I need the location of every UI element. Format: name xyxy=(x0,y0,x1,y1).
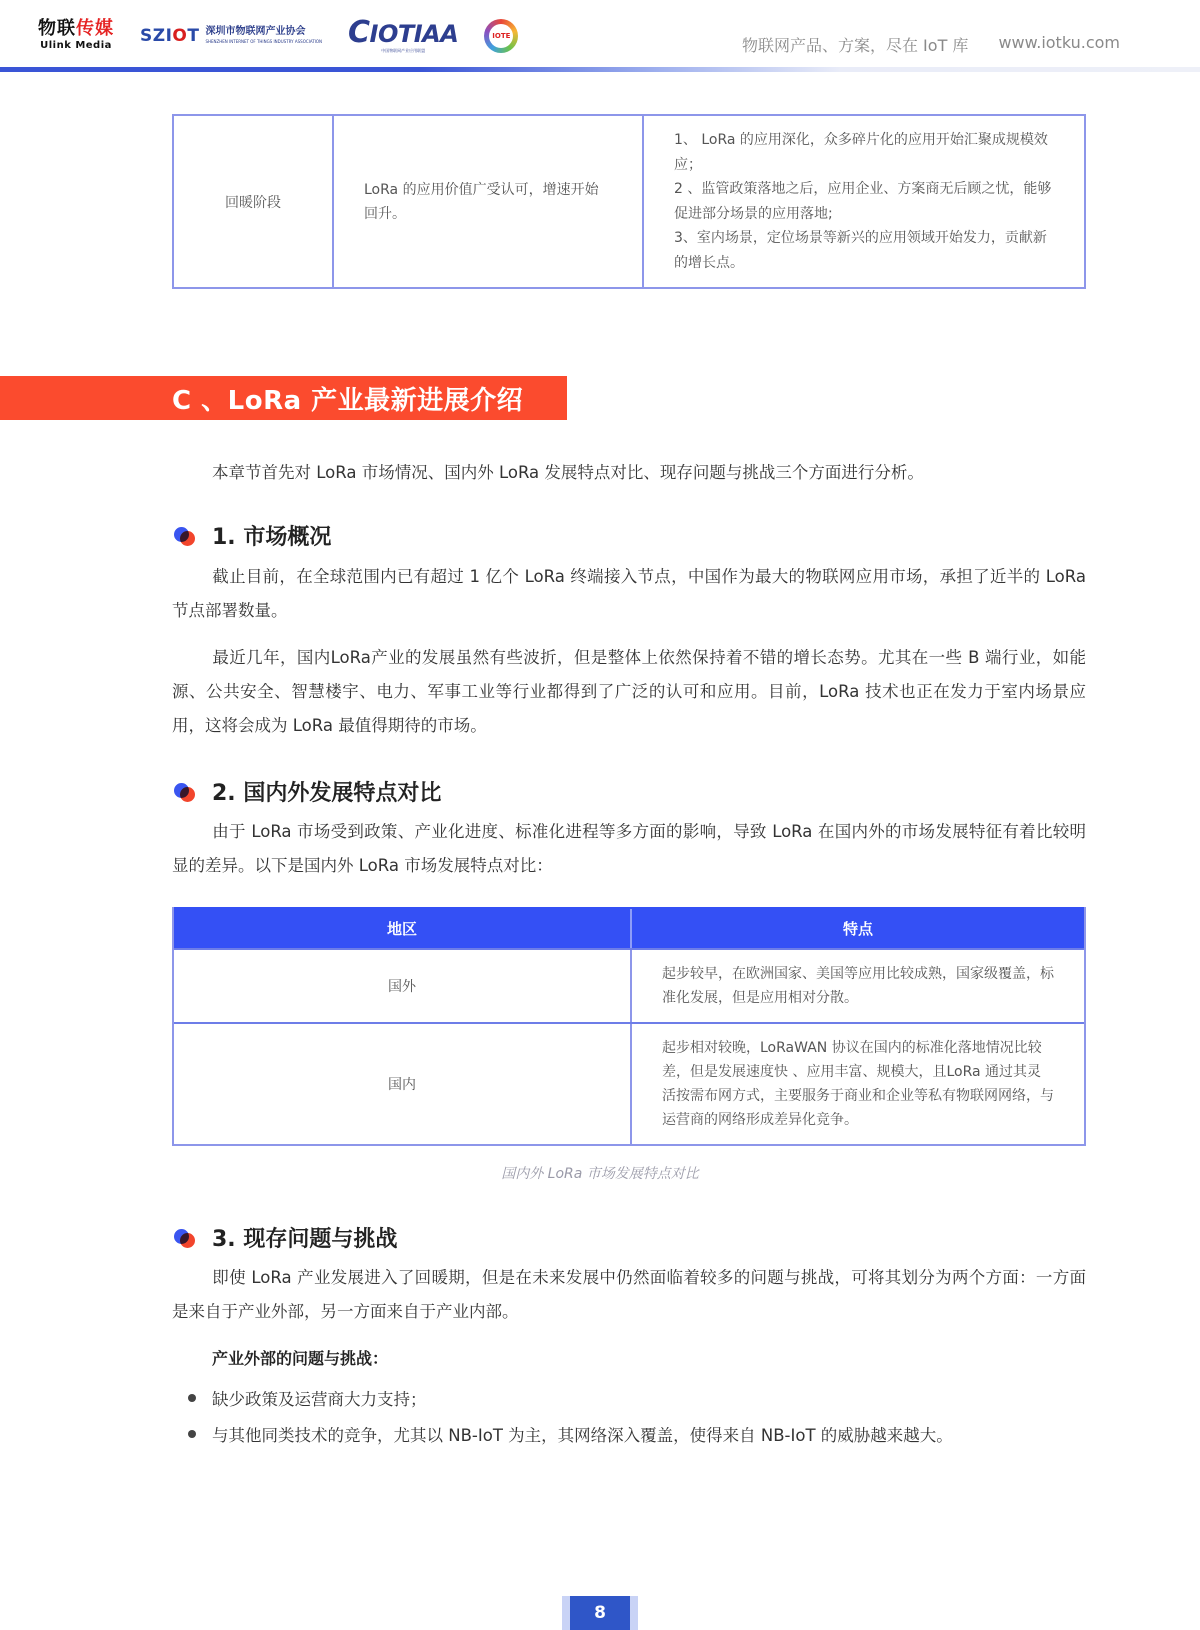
table-header-row xyxy=(174,907,1084,948)
page-header xyxy=(0,0,1200,72)
external-challenges-subheading: 产业外部的问题与挑战： xyxy=(212,1349,389,1368)
bullet-dots-icon xyxy=(172,781,196,803)
section-intro: 本章节首先对 LoRa 市场情况、国内外 LoRa 发展特点对比、现存问题与挑战三个方面进行分析。 xyxy=(212,463,924,482)
sziot-name: 深圳市物联网产业协会 xyxy=(205,26,306,37)
region-cell: 国外 xyxy=(174,950,632,1022)
page-number: 8 xyxy=(570,1596,630,1630)
table-caption: 国内外 LoRa 市场发展特点对比 xyxy=(501,1166,699,1182)
challenges-intro: 即使 LoRa 产业发展进入了回暖期，但是在未来发展中仍然面临着较多的问题与挑战，可将其划分为两个方面：一方面是来自于产业外部，另一方面来自于产业内部。 xyxy=(172,1268,1086,1321)
stage-detail-item: 2 、监管政策落地之后，应用企业、方案商无后顾之忧，能够促进部分场景的应用落地; xyxy=(674,181,1052,222)
bullet-icon xyxy=(188,1394,196,1402)
comparison-table xyxy=(172,907,1086,1146)
iote-logo: IOTE xyxy=(484,19,518,53)
ulink-logo-en: Ulink Media xyxy=(40,40,112,51)
list-item: 与其他同类技术的竞争，尤其以 NB-IoT 为主，其网络深入覆盖，使得来自 NB-IoT 的威胁越来越大。 xyxy=(188,1416,1088,1452)
sziot-logo xyxy=(140,26,322,46)
sziot-subtitle: SHENZHEN INTERNET OF THINGS INDUSTRY ASSOCIATION xyxy=(205,39,323,44)
ciotiaa-logo: CIOTIAA 中国物联网产业应用联盟 xyxy=(348,15,459,53)
stage-description-cell: LoRa 的应用价值广受认可，增速开始回升。 xyxy=(334,116,644,287)
heading-text: 2. 国内外发展特点对比 xyxy=(212,781,442,806)
heading-text: 1. 市场概况 xyxy=(212,525,332,550)
list-item: 缺少政策及运营商大力支持； xyxy=(188,1380,1088,1416)
market-paragraph-1: 截止目前，在全球范围内已有超过 1 亿个 LoRa 终端接入节点，中国作为最大的物联网应用市场，承担了近半的 LoRa 节点部署数量。 xyxy=(172,567,1086,620)
sziot-mark: SZIOT xyxy=(140,25,200,46)
bullet-icon xyxy=(188,1430,196,1438)
comparison-intro: 由于 LoRa 市场受到政策、产业化进度、标准化进程等多方面的影响，导致 LoRa 在国内外的市场发展特征有着比较明显的差异。以下是国内外 LoRa 市场发展特点对比： xyxy=(172,822,1086,875)
page-number-badge xyxy=(562,1596,638,1630)
region-cell: 国内 xyxy=(174,1024,632,1144)
feature-cell: 起步相对较晚，LoRaWAN 协议在国内的标准化落地情况比较差，但是发展速度快 、应用丰富、规模大，且LoRa 通过其灵活按需布网方式，主要服务于商业和企业等私有物联网网络，与运营商的网络形成差异化竞争。 xyxy=(662,1040,1054,1128)
bullet-dots-icon xyxy=(172,525,196,547)
ulink-logo-cn-red: 传媒 xyxy=(76,18,114,39)
heading-market-overview xyxy=(172,520,331,551)
header-divider xyxy=(0,67,1200,72)
stage-detail-item: 3、室内场景，定位场景等新兴的应用领域开始发力，贡献新的增长点。 xyxy=(674,230,1047,271)
feature-cell: 起步较早，在欧洲国家、美国等应用比较成熟，国家级覆盖，标准化发展，但是应用相对分散。 xyxy=(662,966,1054,1006)
stage-name-cell: 回暖阶段 xyxy=(174,116,334,287)
ulink-logo-cn-black: 物联 xyxy=(38,18,76,39)
ciotiaa-subtitle: 中国物联网产业应用联盟 xyxy=(381,48,426,53)
partner-logos xyxy=(38,15,518,53)
heading-text: 3. 现存问题与挑战 xyxy=(212,1227,398,1252)
external-challenges-list xyxy=(188,1380,1088,1452)
stage-detail-item: 1、 LoRa 的应用深化，众多碎片化的应用开始汇聚成规模效应； xyxy=(674,132,1048,173)
market-paragraph-2: 最近几年，国内LoRa产业的发展虽然有些波折，但是整体上依然保持着不错的增长态势。尤其在一些 B 端行业，如能源、公共安全、智慧楼宇、电力、军事工业等行业都得到了广泛的认可和应用。目前，LoRa 技术也正在发力于室内场景应用，这将会成为 LoRa 最值得期待的市场。 xyxy=(172,648,1086,735)
bullet-dots-icon xyxy=(172,1227,196,1249)
column-header-region: 地区 xyxy=(174,909,632,948)
table-row xyxy=(174,1022,1084,1144)
heading-comparison xyxy=(172,776,441,807)
section-title-banner: C 、LoRa 产业最新进展介绍 xyxy=(0,376,567,420)
stage-details-cell xyxy=(644,116,1084,287)
column-header-feature: 特点 xyxy=(842,919,873,938)
stage-table xyxy=(172,114,1086,289)
heading-challenges xyxy=(172,1222,397,1253)
header-slogan: 物联网产品、方案，尽在 IoT 库 xyxy=(741,36,969,55)
table-row xyxy=(174,948,1084,1022)
ulink-media-logo xyxy=(38,20,114,51)
header-website-link[interactable]: www.iotku.com xyxy=(998,33,1120,52)
